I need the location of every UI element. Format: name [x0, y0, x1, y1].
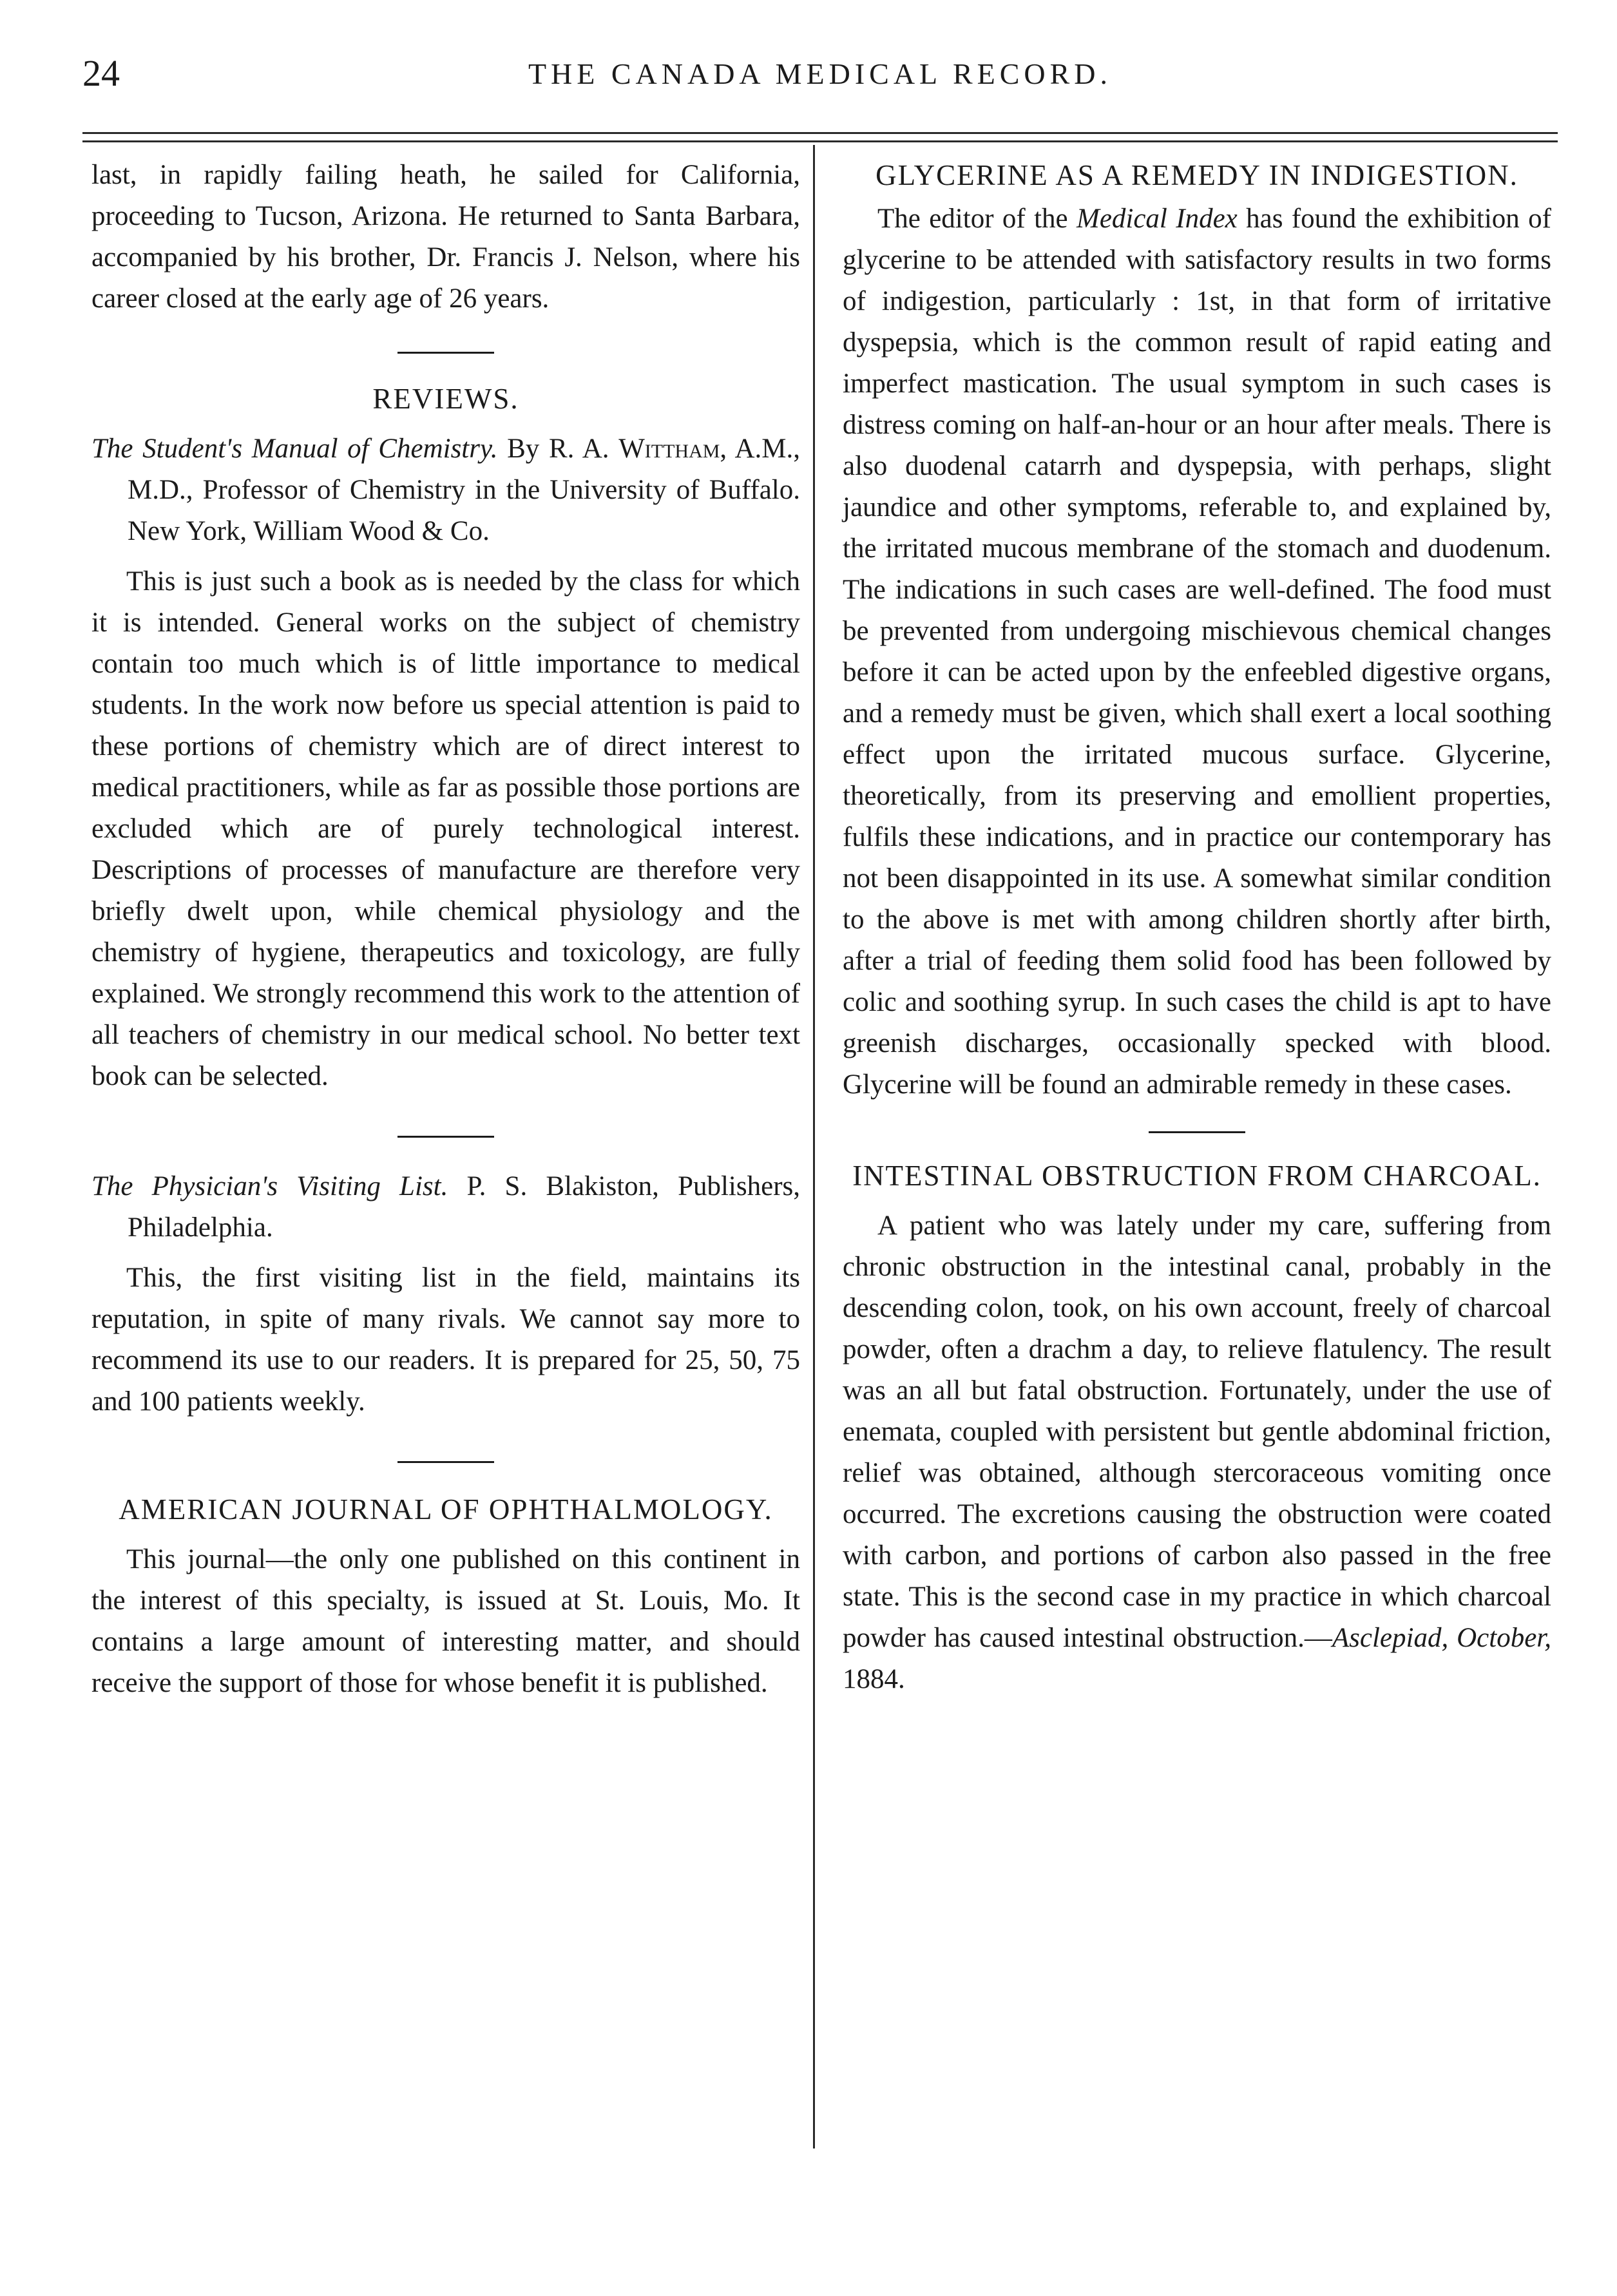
article-body: A patient who was lately under my care, suffering from chronic obstruction in the intestinal canal, probably in the descending colon, took, on his own account, freely of charcoal powder, often a drachm a day, to relieve flatulency. The result was an all but fatal obstruction. Fortunately, under the use of enemata, coupled with persistent but gentle abdominal friction, relief was obtained, although stercoraceous vomiting once occurred. The excretions causing the obstruction were coated with carbon, and portions of carbon also passed in the free state. This is the second case in my practice in which charcoal powder has caused intestinal obstruction.—Asclepiad, October, 1884.: [843, 1210, 1552, 1694]
article-heading: INTESTINAL OBSTRUCTION FROM CHARCOAL.: [852, 1160, 1542, 1192]
book-title: The Physician's Visiting List.: [91, 1171, 448, 1201]
section-rule: [1149, 1131, 1245, 1133]
header-rule-upper: [82, 132, 1558, 134]
section-rule: [397, 1461, 494, 1463]
article-body: The editor of the Medical Index has found the exhibition of glycerine to be attended with satisfactory results in two forms of indigestion, particularly : 1st, in that form of irritative dyspepsia, which is the common result of rapid eating and imperfect mastication. The usual symptom in such cases is distress coming on half-an-hour or an hour after meals. There is also duodenal catarrh and dyspepsia, with perhaps, slight jaundice and other symptoms, referable to, and explained by, the irritated mucous membrane of the stomach and duodenum. The indications in such cases are well-defined. The food must be prevented from undergoing mischievous chemical changes before it can be acted upon by the enfeebled digestive organs, and a remedy must be given, which shall exert a local soothing effect upon the irritated mucous surface. Glycerine, theoretically, from its preserving and emollient properties, fulfils these indications, and in practice our contemporary has not been disappointed in its use. A somewhat similar condition to the above is met with among children shortly after birth, after a trial of feeding them solid food has been followed by colic and soothing syrup. In such cases the child is apt to have greenish discharges, occasionally specked with blood. Glycerine will be found an admirable remedy in these cases.: [843, 204, 1551, 1100]
review-author: Wittham: [618, 434, 720, 464]
header-rule-lower: [82, 140, 1558, 142]
review-citation: [91, 428, 800, 552]
source-citation: Asclepiad, October,: [1332, 1623, 1552, 1653]
page-header: [82, 52, 1558, 110]
section-rule: [397, 352, 494, 354]
journal-title: Medical Index: [1076, 204, 1238, 234]
article-heading: GLYCERINE AS A REMEDY IN INDIGESTION.: [875, 159, 1518, 191]
article-heading: AMERICAN JOURNAL OF OPHTHALMOLOGY.: [119, 1493, 773, 1526]
reviews-heading: REVIEWS.: [372, 383, 519, 415]
section-rule: [397, 1136, 494, 1138]
left-column: [91, 155, 800, 1704]
obituary-continuation: last, in rapidly failing heath, he sailed for California, proceeding to Tucson, Arizona. He returned to Santa Barbara, accompanied by his brother, Dr. Francis J. Nelson, where his career closed at the early age of 26 years.: [91, 160, 800, 314]
review-details: , A.M., M.D., Professor of Chemistry in the University of Buffalo. New York, William Wood & Co.: [128, 434, 801, 546]
review-body: This is just such a book as is needed by the class for which it is intended. General works on the subject of chemistry contain too much which is of little importance to medical students. In the work now before us special attention is paid to these portions of chemistry which are of direct interest to medical practitioners, while as far as possible those portions are excluded which are of purely technological interest. Descriptions of processes of manufacture are therefore very briefly dwelt upon, while chemical physiology and the chemistry of hygiene, therapeutics and toxicology, are fully explained. We strongly recommend this work to the attention of all teachers of chemistry in our medical school. No better text book can be selected.: [91, 566, 800, 1091]
book-title: The Student's Manual of Chemistry.: [91, 434, 498, 464]
review-citation: [91, 1166, 800, 1248]
article-body: This journal—the only one published on this continent in the interest of this specialty, is issued at St. Louis, Mo. It contains a large amount of interesting matter, and should receive the support of those for whose benefit it is published.: [91, 1544, 800, 1698]
source-year: 1884.: [843, 1664, 905, 1694]
page-number: 24: [82, 52, 120, 94]
review-details: P. S. Blakiston, Publishers, Philadelphia.: [128, 1171, 801, 1243]
running-title: THE CANADA MEDICAL RECORD.: [528, 57, 1113, 90]
review-by: By R. A.: [507, 434, 609, 464]
review-body: This, the first visiting list in the field, maintains its reputation, in spite of many rivals. We cannot say more to recommend its use to our readers. It is prepared for 25, 50, 75 and 100 patients weekly.: [91, 1263, 800, 1417]
right-column: [843, 155, 1551, 1700]
column-divider: [813, 145, 815, 2148]
